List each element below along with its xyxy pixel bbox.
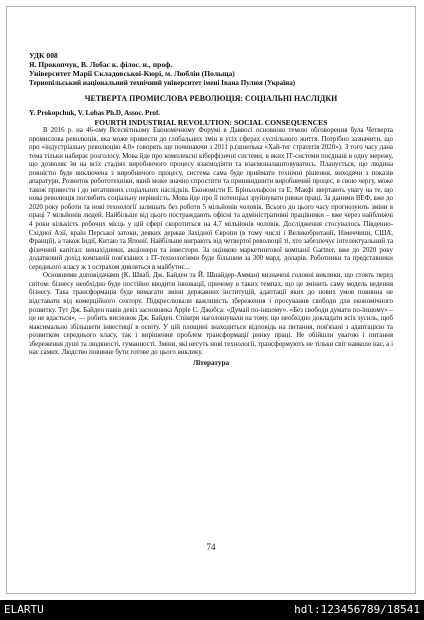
udk-code: УДК 008 (29, 51, 58, 60)
literature-heading: Література (192, 358, 230, 367)
archive-footer-bar (0, 600, 424, 620)
paragraph-1: В 2016 р. на 46-ому Всесвітньому Економічному Форумі в Даввосі основною темою обговорення була Четверта промислова революція, яка може привести до глобальних змін в усіх сферах суспільного життя. Потрібно зазначити, що про «індустріальну революцію 4.0» говорять ще починаючи з 2011 р.(шнепька «Хай-тег стратегія 2020»). З того часу дана тема тільки набирає розголосу. Мова йде про комплексні кіберфізичні системи, в яких ІТ-системи поєднані в одну мережу, що дозволяє їм на всіх стадіях виробничого процесу взаємодіяти та взаємоналаштовуватись. Планується, що людина повністю буде виключена з виробничого процесу, система сама буде приймати технічні рішення, виходячи з показів апаратури. Розвиток робототехніки, який може значно спростити та пришвидшити виробничий процес, в свою чергу, може також привести і до негативних соціальних наслідків. Економісти Е. Бріньольфсон та Е. Макфі звертають увагу на те, що нова революція поглибить соціальну нерівність. Мова йде про її потенціал зруйнувати ринки праці. За даними ВЕФ, вже до 2020 року роботи та нові технології залишать без роботи 5 мільйонів чоловік. Всього до цього часу прогнозують зміни в праці 7 мільйонів людей. Найбільше від цього постраждають офісні та адміністративні працівники – вже через найближчі 4 роки кількість робочих місць у цій сфері скоротиться на 4,7 мільйонів чоловік. Дослідження стосувалось Південно-Східної Азії, країн Перської затоки, деяких держав Західної Європи (в тому числі і Великобританії, Німеччини, США, Франції), а також Індії, Китаю та Японії. Найбільше виграють від четвертої революції ті, хто забезпечує інтелектуальний та фізичний капітал: винахідники, акціонери та інвестори. За оцінкою маркетингової компанії Gartner, вже до 2020 року додатковий дохід компаній пов'язаних з ІТ-технологіями буде більшим за 300 мард. доларів. Роботники та представники середнього класу ж з острахом дивляться в майбутнє... (29, 127, 393, 271)
authors-en-lead: Y. Prokopchuk (29, 109, 75, 118)
repository-label: ELARTU (4, 603, 44, 616)
authors-en (29, 109, 393, 118)
affiliation-1: Університет Марії Складовської-Кюрі, м. Люблін (Польща) (29, 69, 235, 79)
handle-id: hdl:123456789/18541 (294, 603, 420, 616)
title-en: FOURTH INDUSTRIAL REVOLUTION: SOCIAL CONSEQUENCES (94, 118, 328, 128)
title-ua: ЧЕТВЕРТА ПРОМИСЛОВА РЕВОЛЮЦІЯ: СОЦІАЛЬНІ НАСЛІДКИ (84, 93, 338, 103)
page-number: 74 (206, 542, 216, 552)
document-page (6, 6, 416, 594)
paragraph-2: Основними доповідачами (К. Шваб, Дж. Байден та Й. Шнайдер-Амман) визначені головні виклики, що стоять перед світом: бізнесу необхідно буде постійно вводити інновації, причому в таких темпах, що це змінить саму модель ведення бізнесу. Така трансформація буде вимагати зміни державних інституцій, адаптації яких до нових умов повинна не відставати від комерційного сектору. Підкреслювали важливість збереження і просування свободи для економічного розвитку. Тут Дж. Байден навів девіз засновника Apple С. Джобса: «Думай по-іншому». «Без свободи думати по-іншому» – це не вдасться», — робить висновок Дж. Байден. Спікери наголошували на тому, що необхідно докладати всіх зусиль, щоб максимально збільшити інвестиції в освіту. У цій площині знаходиться відповідь на питання, пов'язані з адаптацією та розвитком середнього класу, так і вирішення проблем трансформації ринку праці. Не обійшли увагою і питання збереження душі та людяності, гуманності. Зміни, які несуть нові технології, трансформують не тільки світ навколо нас, а і нас самих. Людство повинне бути готове до цього виклику. (29, 272, 393, 357)
authors-en-rest: , V. Lobas Ph.D, Assoc. Prof. (74, 109, 161, 118)
affiliation-2: Тернопільський національний технічний університет імені Івана Пулюя (Україна) (29, 78, 296, 87)
page-content (29, 51, 393, 368)
authors-ua: Я. Прокопчук, В. Лобас к. філос. н., проф. (29, 60, 173, 70)
